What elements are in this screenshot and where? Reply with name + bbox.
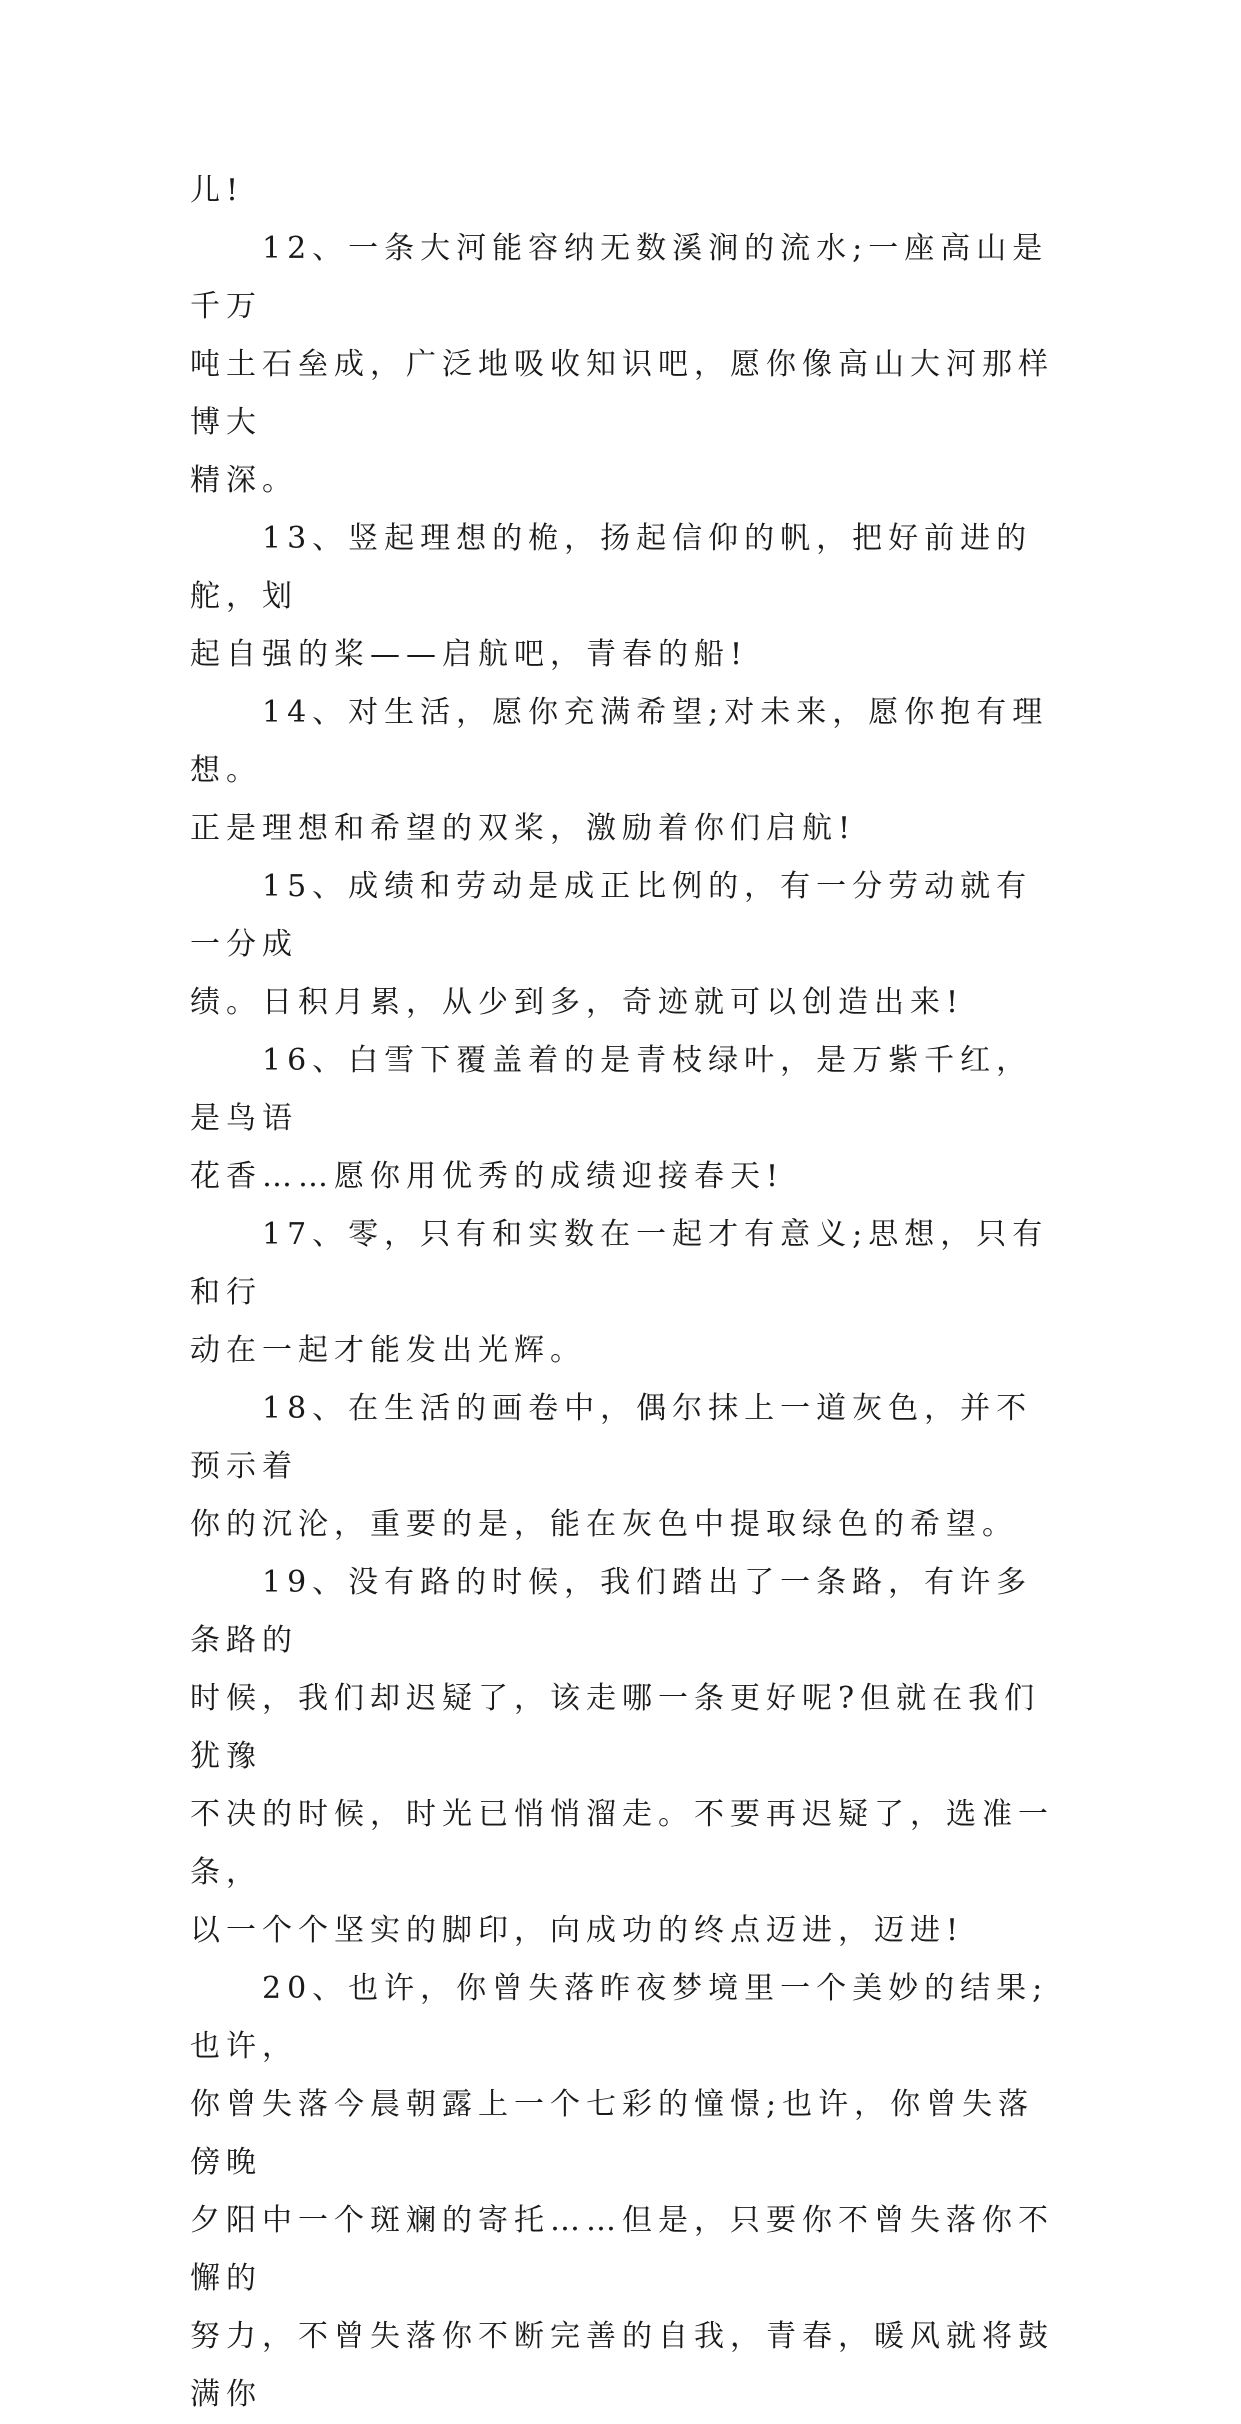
- text-line: 你的沉沦，重要的是，能在灰色中提取绿色的希望。: [190, 1507, 1018, 1542]
- text-line: 17、零，只有和实数在一起才有意义;思想，只有和行: [190, 1217, 1049, 1310]
- text-line: 绩。日积月累，从少到多，奇迹就可以创造出来!: [190, 985, 965, 1020]
- text-line: 你曾失落今晨朝露上一个七彩的憧憬;也许，你曾失落傍晚: [190, 2087, 1035, 2180]
- text-line: 15、成绩和劳动是成正比例的，有一分劳动就有一分成: [190, 869, 1033, 962]
- text-line: 儿!: [190, 173, 245, 208]
- text-line: 起自强的桨——启航吧，青春的船!: [190, 637, 749, 672]
- text-line: 以一个个坚实的脚印，向成功的终点迈进，迈进!: [190, 1913, 965, 1948]
- text-line: 精深。: [190, 463, 298, 498]
- text-line: 20、也许，你曾失落昨夜梦境里一个美妙的结果;也许，: [190, 1971, 1049, 2064]
- text-line: 16、白雪下覆盖着的是青枝绿叶，是万紫千红，是鸟语: [190, 1043, 1033, 1136]
- text-line: 时候，我们却迟疑了，该走哪一条更好呢?但就在我们犹豫: [190, 1681, 1041, 1774]
- text-line: 12、一条大河能容纳无数溪涧的流水;一座高山是千万: [190, 231, 1049, 324]
- text-line: 18、在生活的画卷中，偶尔抹上一道灰色，并不预示着: [190, 1391, 1033, 1484]
- text-line: 吨土石垒成，广泛地吸收知识吧，愿你像高山大河那样博大: [190, 347, 1054, 440]
- text-line: 夕阳中一个斑斓的寄托……但是，只要你不曾失落你不懈的: [190, 2203, 1054, 2296]
- text-line: 动在一起才能发出光辉。: [190, 1333, 586, 1368]
- text-line: 13、竖起理想的桅，扬起信仰的帆，把好前进的舵，划: [190, 521, 1033, 614]
- text-line: 努力，不曾失落你不断完善的自我，青春，暖风就将鼓满你: [190, 2319, 1054, 2412]
- document-body: [190, 162, 1060, 2424]
- text-line: 正是理想和希望的双桨，激励着你们启航!: [190, 811, 857, 846]
- text-line: 花香……愿你用优秀的成绩迎接春天!: [190, 1159, 785, 1194]
- text-line: 不决的时候，时光已悄悄溜走。不要再迟疑了，选准一条，: [190, 1797, 1054, 1890]
- text-line: 14、对生活，愿你充满希望;对未来，愿你抱有理想。: [190, 695, 1049, 788]
- text-line: 19、没有路的时候，我们踏出了一条路，有许多条路的: [190, 1565, 1033, 1658]
